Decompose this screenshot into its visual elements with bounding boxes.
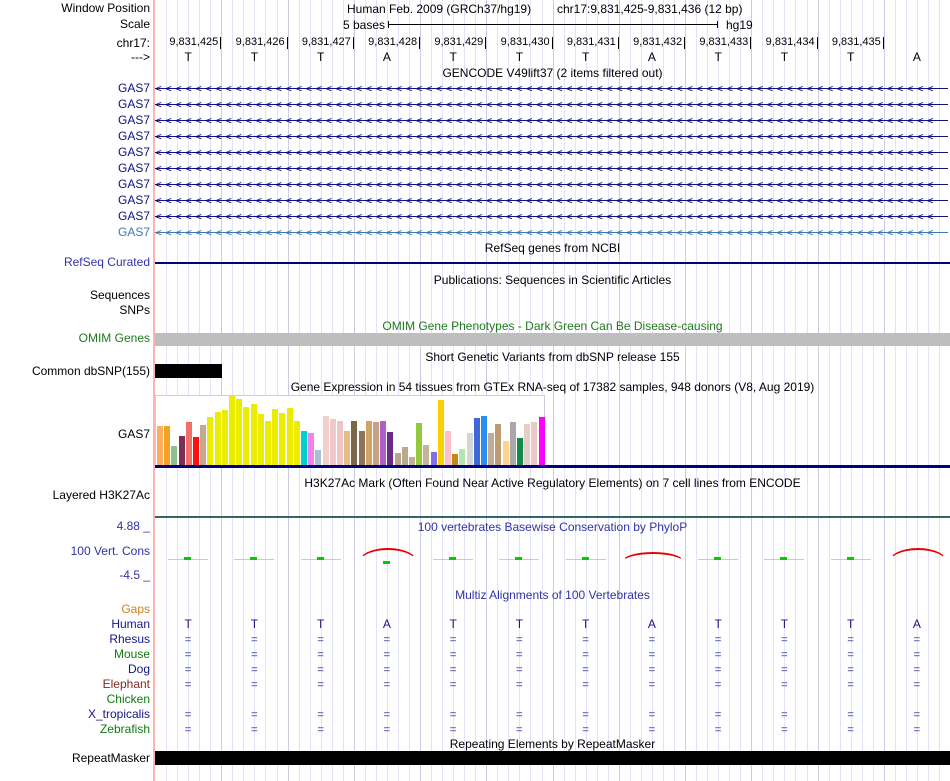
multiz-match-mark: = [383, 634, 391, 646]
multiz-match-mark: = [847, 649, 854, 661]
phylop-positive-mark [317, 557, 324, 560]
multiz-species-label[interactable]: Zebrafish [99, 722, 150, 736]
omim-genes-label[interactable]: OMIM Genes [78, 331, 150, 345]
multiz-match-mark: = [847, 634, 854, 646]
multiz-match-mark: = [714, 709, 722, 721]
multiz-match-mark: = [648, 664, 656, 676]
publications-sequences-label[interactable]: Sequences [89, 288, 150, 302]
gtex-tissue-bar[interactable] [294, 421, 300, 465]
common-dbsnp-label[interactable]: Common dbSNP(155) [31, 364, 150, 378]
multiz-match-mark: = [317, 649, 324, 661]
coordinate-tick-label: 9,831,435 [818, 37, 884, 49]
gtex-tissue-bar[interactable] [315, 450, 321, 465]
multiz-match-mark: = [847, 724, 854, 736]
multiz-species-label[interactable]: X_tropicalis [87, 707, 150, 721]
gencode-transcript[interactable] [155, 129, 950, 145]
multiz-match-mark: = [714, 634, 722, 646]
multiz-match-mark: = [582, 724, 589, 736]
multiz-match-mark: = [516, 679, 523, 691]
multiz-human-base: A [912, 617, 921, 631]
gtex-tissue-bar[interactable] [251, 404, 257, 465]
multiz-human-base: T [184, 617, 192, 631]
strand-direction-arrows: <<<<<<<<<<<<<<<<<<<<<<<<<<<<<<<<<<<<<<<<<<<<<<<<<<<<<<<<<<<<<<<<<<<<<<<<<<<<<< [155, 130, 937, 143]
publications-snps-label[interactable]: SNPs [119, 303, 150, 317]
sequence-base: T [250, 50, 259, 64]
multiz-match-mark: = [383, 709, 391, 721]
gtex-tissue-bar[interactable] [351, 421, 357, 465]
gtex-tissue-bar[interactable] [416, 423, 422, 465]
gtex-tissue-bar[interactable] [200, 425, 206, 465]
gtex-tissue-bar[interactable] [517, 438, 523, 465]
gencode-gene-label[interactable]: GAS7 [117, 81, 150, 95]
gtex-tissue-bar[interactable] [445, 431, 451, 465]
coordinate-tick-label: 9,831,434 [751, 37, 817, 49]
phylop-positive-mark [780, 557, 787, 560]
multiz-match-mark: = [913, 709, 921, 721]
multiz-match-mark: = [781, 664, 788, 676]
gencode-transcript[interactable] [155, 145, 950, 161]
gencode-transcript[interactable] [155, 81, 950, 97]
multiz-species-label[interactable]: Human [111, 617, 150, 631]
coordinate-tick-label: 9,831,425 [155, 37, 221, 49]
strand-direction-arrows: <<<<<<<<<<<<<<<<<<<<<<<<<<<<<<<<<<<<<<<<<<<<<<<<<<<<<<<<<<<<<<<<<<<<<<<<<<<<<< [155, 82, 937, 95]
multiz-human-base: A [647, 617, 656, 631]
multiz-match-mark: = [184, 634, 192, 646]
conservation-track-title[interactable]: 100 vertebrates Basewise Conservation by PhyloP [417, 520, 688, 534]
multiz-match-mark: = [251, 724, 258, 736]
gtex-tissue-bar[interactable] [301, 431, 307, 465]
multiz-match-mark: = [781, 709, 788, 721]
gtex-tissue-bar[interactable] [459, 449, 465, 465]
gtex-tissue-bar[interactable] [179, 436, 185, 465]
gtex-gene-label[interactable]: GAS7 [117, 427, 150, 441]
sequence-base: A [647, 50, 656, 64]
publications-track-title[interactable]: Publications: Sequences in Scientific Articles [433, 273, 672, 287]
gencode-transcript[interactable] [155, 193, 950, 209]
gtex-tissue-bar[interactable] [215, 412, 221, 465]
multiz-match-mark: = [648, 724, 656, 736]
multiz-match-mark: = [184, 709, 192, 721]
sequence-base: T [780, 50, 789, 64]
gencode-gene-label[interactable]: GAS7 [117, 145, 150, 159]
sequence-base: A [382, 50, 391, 64]
multiz-match-mark: = [317, 709, 324, 721]
multiz-track-title[interactable]: Multiz Alignments of 100 Vertebrates [455, 588, 650, 602]
gencode-transcript[interactable] [155, 113, 950, 129]
layered-h3k27ac-label[interactable]: Layered H3K27Ac [52, 488, 150, 502]
gencode-gene-label[interactable]: GAS7 [117, 161, 150, 175]
gtex-tissue-bar[interactable] [308, 433, 314, 465]
gtex-tissue-bar[interactable] [236, 399, 242, 465]
scale-bar [388, 24, 718, 25]
position-label: chr17:9,831,425-9,831,436 (12 bp) [557, 2, 743, 16]
strand-direction-arrows: <<<<<<<<<<<<<<<<<<<<<<<<<<<<<<<<<<<<<<<<<<<<<<<<<<<<<<<<<<<<<<<<<<<<<<<<<<<<<< [155, 98, 937, 111]
strand-direction-arrows: <<<<<<<<<<<<<<<<<<<<<<<<<<<<<<<<<<<<<<<<<<<<<<<<<<<<<<<<<<<<<<<<<<<<<<<<<<<<<< [155, 162, 937, 175]
sequence-base: T [515, 50, 524, 64]
strand-direction-arrows: <<<<<<<<<<<<<<<<<<<<<<<<<<<<<<<<<<<<<<<<<<<<<<<<<<<<<<<<<<<<<<<<<<<<<<<<<<<<<< [155, 114, 937, 127]
strand-direction-arrows: <<<<<<<<<<<<<<<<<<<<<<<<<<<<<<<<<<<<<<<<<<<<<<<<<<<<<<<<<<<<<<<<<<<<<<<<<<<<<< [155, 194, 937, 207]
gtex-tissue-bar[interactable] [481, 416, 487, 465]
coordinate-tick-label: 9,831,427 [288, 37, 354, 49]
multiz-match-mark: = [516, 724, 523, 736]
gtex-tissue-bar[interactable] [344, 431, 350, 465]
gtex-tissue-bar[interactable] [243, 407, 249, 465]
gtex-tissue-bar[interactable] [409, 457, 415, 465]
multiz-match-mark: = [582, 634, 589, 646]
repeatmasker-track-title[interactable]: Repeating Elements by RepeatMasker [449, 737, 656, 751]
multiz-human-base: A [382, 617, 391, 631]
sequence-base: T [184, 50, 192, 64]
gtex-baseline [155, 465, 950, 468]
scale-label: Scale [119, 17, 150, 31]
conservation-min-label: -4.5 _ [119, 568, 150, 582]
multiz-match-mark: = [251, 679, 258, 691]
sequence-base: T [316, 50, 325, 64]
repeatmasker-element-bar[interactable] [155, 751, 950, 765]
gtex-tissue-bar[interactable] [279, 413, 285, 465]
gtex-tissue-bar[interactable] [423, 445, 429, 465]
multiz-match-mark: = [317, 664, 324, 676]
multiz-match-mark: = [913, 649, 921, 661]
gtex-tissue-bar[interactable] [510, 422, 516, 465]
gtex-tissue-bar[interactable] [171, 446, 177, 465]
multiz-match-mark: = [714, 664, 722, 676]
gencode-gene-label[interactable]: GAS7 [117, 113, 150, 127]
multiz-match-mark: = [847, 679, 854, 691]
multiz-match-mark: = [184, 649, 192, 661]
phylop-positive-mark [250, 557, 257, 560]
multiz-human-base: T [581, 617, 590, 631]
multiz-match-mark: = [516, 649, 523, 661]
multiz-match-mark: = [449, 634, 457, 646]
multiz-species-label[interactable]: Chicken [106, 692, 150, 706]
gtex-tissue-bar[interactable] [387, 432, 393, 465]
coordinate-tick-label: 9,831,430 [486, 37, 552, 49]
scale-bar-tick-right [717, 21, 718, 28]
sequence-base: T [581, 50, 590, 64]
multiz-match-mark: = [251, 664, 258, 676]
repeatmasker-label[interactable]: RepeatMasker [71, 751, 150, 765]
gencode-gene-label[interactable]: GAS7 [117, 129, 150, 143]
omim-gene-bar[interactable] [155, 333, 950, 346]
multiz-match-mark: = [251, 709, 258, 721]
multiz-species-label[interactable]: Rhesus [109, 632, 150, 646]
multiz-match-mark: = [184, 664, 192, 676]
sequence-base: T [449, 50, 457, 64]
scale-assembly-label: hg19 [726, 18, 753, 32]
strand-direction-arrows: <<<<<<<<<<<<<<<<<<<<<<<<<<<<<<<<<<<<<<<<<<<<<<<<<<<<<<<<<<<<<<<<<<<<<<<<<<<<<< [155, 210, 937, 223]
gtex-tissue-bar[interactable] [193, 437, 199, 465]
multiz-match-mark: = [781, 634, 788, 646]
refseq-gene-line[interactable] [155, 262, 950, 264]
multiz-match-mark: = [582, 649, 589, 661]
gtex-tissue-bar[interactable] [287, 408, 293, 465]
refseq-curated-label[interactable]: RefSeq Curated [63, 255, 150, 269]
strand-direction-arrows: <<<<<<<<<<<<<<<<<<<<<<<<<<<<<<<<<<<<<<<<<<<<<<<<<<<<<<<<<<<<<<<<<<<<<<<<<<<<<< [155, 146, 937, 159]
multiz-species-label[interactable]: Elephant [102, 677, 150, 691]
multiz-human-base: T [515, 617, 524, 631]
gtex-tissue-bar[interactable] [222, 410, 228, 465]
sequence-base: T [714, 50, 722, 64]
multiz-human-base: T [714, 617, 722, 631]
gencode-transcript[interactable] [155, 225, 950, 241]
gtex-tissue-bar[interactable] [373, 422, 379, 465]
strand-label[interactable]: ---> [131, 50, 150, 64]
multiz-match-mark: = [847, 709, 854, 721]
strand-direction-arrows: <<<<<<<<<<<<<<<<<<<<<<<<<<<<<<<<<<<<<<<<<<<<<<<<<<<<<<<<<<<<<<<<<<<<<<<<<<<<<< [155, 178, 937, 191]
multiz-match-mark: = [383, 679, 391, 691]
conservation-label[interactable]: 100 Vert. Cons [70, 544, 150, 558]
phylop-positive-mark [847, 557, 854, 560]
multiz-match-mark: = [913, 664, 921, 676]
multiz-match-mark: = [714, 679, 722, 691]
multiz-species-label[interactable]: Gaps [121, 602, 150, 616]
h3k27ac-baseline[interactable] [155, 516, 950, 518]
multiz-match-mark: = [847, 664, 854, 676]
gtex-track-title[interactable]: Gene Expression in 54 tissues from GTEx RNA-seq of 17382 samples, 948 donors (V8, Aug 2019) [290, 380, 815, 394]
coordinate-tick-label: 9,831,428 [354, 37, 420, 49]
coordinate-tick-label: 9,831,426 [221, 37, 287, 49]
gtex-tissue-bar[interactable] [207, 417, 213, 465]
gtex-tissue-bar[interactable] [467, 433, 473, 465]
multiz-match-mark: = [582, 709, 589, 721]
multiz-match-mark: = [184, 679, 192, 691]
multiz-match-mark: = [648, 679, 656, 691]
multiz-human-base: T [250, 617, 259, 631]
dbsnp-track-title[interactable]: Short Genetic Variants from dbSNP release 155 [425, 350, 680, 364]
multiz-match-mark: = [648, 634, 656, 646]
gtex-tissue-bar[interactable] [272, 409, 278, 465]
multiz-species-label[interactable]: Mouse [113, 647, 150, 661]
gtex-tissue-bar[interactable] [395, 453, 401, 465]
scale-bar-tick-left [388, 21, 389, 28]
sequence-base: T [846, 50, 855, 64]
multiz-match-mark: = [714, 649, 722, 661]
gencode-transcript[interactable] [155, 97, 950, 113]
multiz-match-mark: = [449, 724, 457, 736]
phylop-positive-mark [582, 557, 589, 560]
gtex-tissue-bar[interactable] [402, 447, 408, 465]
multiz-human-base: T [316, 617, 325, 631]
multiz-match-mark: = [317, 679, 324, 691]
multiz-match-mark: = [648, 649, 656, 661]
multiz-match-mark: = [582, 664, 589, 676]
multiz-match-mark: = [449, 679, 457, 691]
gtex-tissue-bar[interactable] [524, 424, 530, 465]
gencode-gene-label[interactable]: GAS7 [117, 97, 150, 111]
multiz-match-mark: = [317, 724, 324, 736]
phylop-positive-mark [714, 557, 721, 560]
gencode-gene-label[interactable]: GAS7 [117, 177, 150, 191]
gencode-transcript[interactable] [155, 161, 950, 177]
gencode-transcript[interactable] [155, 209, 950, 225]
multiz-match-mark: = [913, 679, 921, 691]
sequence-base: A [912, 50, 921, 64]
multiz-match-mark: = [913, 634, 921, 646]
h3k27ac-track-title[interactable]: H3K27Ac Mark (Often Found Near Active Regulatory Elements) on 7 cell lines from ENCODE [304, 476, 801, 490]
gtex-tissue-bar[interactable] [495, 424, 501, 465]
multiz-match-mark: = [449, 664, 457, 676]
multiz-match-mark: = [251, 649, 258, 661]
assembly-label: Human Feb. 2009 (GRCh37/hg19) [347, 2, 532, 16]
phylop-positive-mark [515, 557, 522, 560]
gtex-tissue-bar[interactable] [337, 421, 343, 465]
multiz-match-mark: = [516, 664, 523, 676]
gtex-tissue-bar[interactable] [330, 419, 336, 465]
conservation-max-label: 4.88 _ [116, 519, 150, 533]
gencode-gene-label[interactable]: GAS7 [117, 193, 150, 207]
multiz-match-mark: = [781, 679, 788, 691]
multiz-match-mark: = [184, 724, 192, 736]
gtex-tissue-bar[interactable] [431, 452, 437, 465]
phylop-positive-mark [184, 557, 191, 560]
gencode-transcript[interactable] [155, 177, 950, 193]
gtex-tissue-bar[interactable] [474, 418, 480, 465]
gtex-tissue-bar[interactable] [366, 421, 372, 465]
gtex-tissue-bar[interactable] [258, 414, 264, 465]
gtex-tissue-bar[interactable] [452, 454, 458, 465]
gtex-tissue-bar[interactable] [503, 441, 509, 465]
phylop-positive-mark [449, 557, 456, 560]
strand-direction-arrows: <<<<<<<<<<<<<<<<<<<<<<<<<<<<<<<<<<<<<<<<<<<<<<<<<<<<<<<<<<<<<<<<<<<<<<<<<<<<<< [155, 226, 937, 239]
gtex-tissue-bar[interactable] [438, 400, 444, 465]
gencode-track-title[interactable]: GENCODE V49lift37 (2 items filtered out) [442, 66, 663, 80]
gencode-gene-label[interactable]: GAS7 [117, 209, 150, 223]
gtex-tissue-bar[interactable] [380, 421, 386, 465]
multiz-match-mark: = [648, 709, 656, 721]
gtex-tissue-bar[interactable] [359, 431, 365, 465]
multiz-match-mark: = [781, 649, 788, 661]
multiz-match-mark: = [781, 724, 788, 736]
gtex-tissue-bar[interactable] [186, 422, 192, 465]
multiz-match-mark: = [383, 649, 391, 661]
multiz-match-mark: = [449, 709, 457, 721]
window-position-label: Window Position [61, 1, 150, 15]
gtex-tissue-bar[interactable] [323, 416, 329, 465]
gencode-gene-label[interactable]: GAS7 [117, 225, 150, 239]
gtex-tissue-bar[interactable] [265, 421, 271, 465]
coordinate-tick-label: 9,831,431 [553, 37, 619, 49]
gtex-tissue-bar[interactable] [488, 433, 494, 465]
chrom-label: chr17: [116, 36, 150, 50]
multiz-match-mark: = [582, 679, 589, 691]
phylop-positive-mark [383, 561, 390, 564]
multiz-match-mark: = [383, 664, 391, 676]
gtex-tissue-bar[interactable] [531, 422, 537, 465]
coordinate-tick-label: 9,831,432 [619, 37, 685, 49]
gtex-tissue-bar[interactable] [157, 426, 163, 465]
multiz-match-mark: = [913, 724, 921, 736]
multiz-human-base: T [846, 617, 855, 631]
scale-bar-label: 5 bases [342, 18, 385, 32]
coordinate-tick-label: 9,831,433 [685, 37, 751, 49]
dbsnp-variant-bar[interactable] [155, 364, 222, 378]
multiz-match-mark: = [516, 634, 523, 646]
multiz-match-mark: = [449, 649, 457, 661]
omim-track-title[interactable]: OMIM Gene Phenotypes - Dark Green Can Be Disease-causing [382, 319, 723, 333]
multiz-match-mark: = [714, 724, 722, 736]
multiz-match-mark: = [516, 709, 523, 721]
gtex-tissue-bar[interactable] [164, 426, 170, 465]
coordinate-tick-label: 9,831,429 [420, 37, 486, 49]
multiz-human-base: T [780, 617, 789, 631]
multiz-match-mark: = [251, 634, 258, 646]
multiz-match-mark: = [383, 724, 391, 736]
gtex-tissue-bar[interactable] [539, 417, 545, 465]
refseq-track-title[interactable]: RefSeq genes from NCBI [484, 241, 621, 255]
multiz-human-base: T [449, 617, 457, 631]
multiz-match-mark: = [317, 634, 324, 646]
gtex-tissue-bar[interactable] [229, 395, 235, 465]
multiz-species-label[interactable]: Dog [127, 662, 150, 676]
